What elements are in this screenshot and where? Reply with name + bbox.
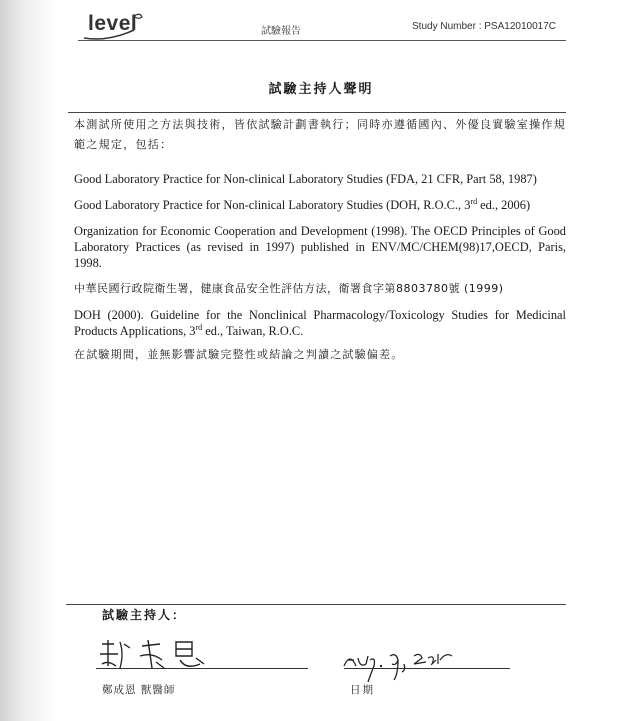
document-type: 試驗報告 [261, 26, 301, 37]
reference-item: Organization for Economic Cooperation and Development (1998). The OECD Principles of Good Laboratory Practices (as revised in 1997) published in ENV/MC/CHEM(98)17,OECD, Paris, 1998. [74, 224, 566, 270]
date-line [344, 668, 510, 669]
signer-name: 鄭成恩 獸醫師 [102, 684, 176, 696]
page-header [78, 8, 566, 44]
reference-item: DOH (2000). Guideline for the Nonclinical Pharmacology/Toxicology Studies for Medicinal Products Applications, 3rd ed., Taiwan, R.O.C. [74, 308, 566, 338]
reference-item: Good Laboratory Practice for Non-clinical Laboratory Studies (FDA, 21 CFR, Part 58, 1987) [74, 172, 537, 186]
page-title: 試驗主持人聲明 [268, 82, 374, 97]
header-divider [78, 40, 566, 41]
company-logo [78, 8, 158, 44]
logo-swoosh-icon [78, 8, 158, 44]
scan-shadow [0, 0, 58, 721]
statement-body [74, 115, 566, 363]
reference-item: 中華民國行政院衛生署，健康食品安全性評估方法，衛署食字第8803780號 (1999) [74, 282, 504, 295]
date-label: 日期 [350, 684, 375, 696]
signature-line [96, 668, 308, 669]
closing-paragraph: 在試驗期間，並無影響試驗完整性或結論之判讀之試驗偏差。 [74, 348, 404, 361]
logo-text: level [88, 12, 138, 35]
signature-divider [66, 604, 566, 605]
intro-paragraph: 本測試所使用之方法與技術，皆依試驗計劃書執行；同時亦遵循國內、外優良實驗室操作規範之規定，包括： [74, 118, 566, 151]
reference-item: Good Laboratory Practice for Non-clinical Laboratory Studies (DOH, R.O.C., 3rd ed., 2006) [74, 196, 531, 212]
study-number: Study Number : PSA12010017C [412, 21, 556, 32]
handwritten-date [340, 642, 456, 686]
title-divider [68, 112, 566, 113]
signature-heading: 試驗主持人： [102, 608, 187, 622]
